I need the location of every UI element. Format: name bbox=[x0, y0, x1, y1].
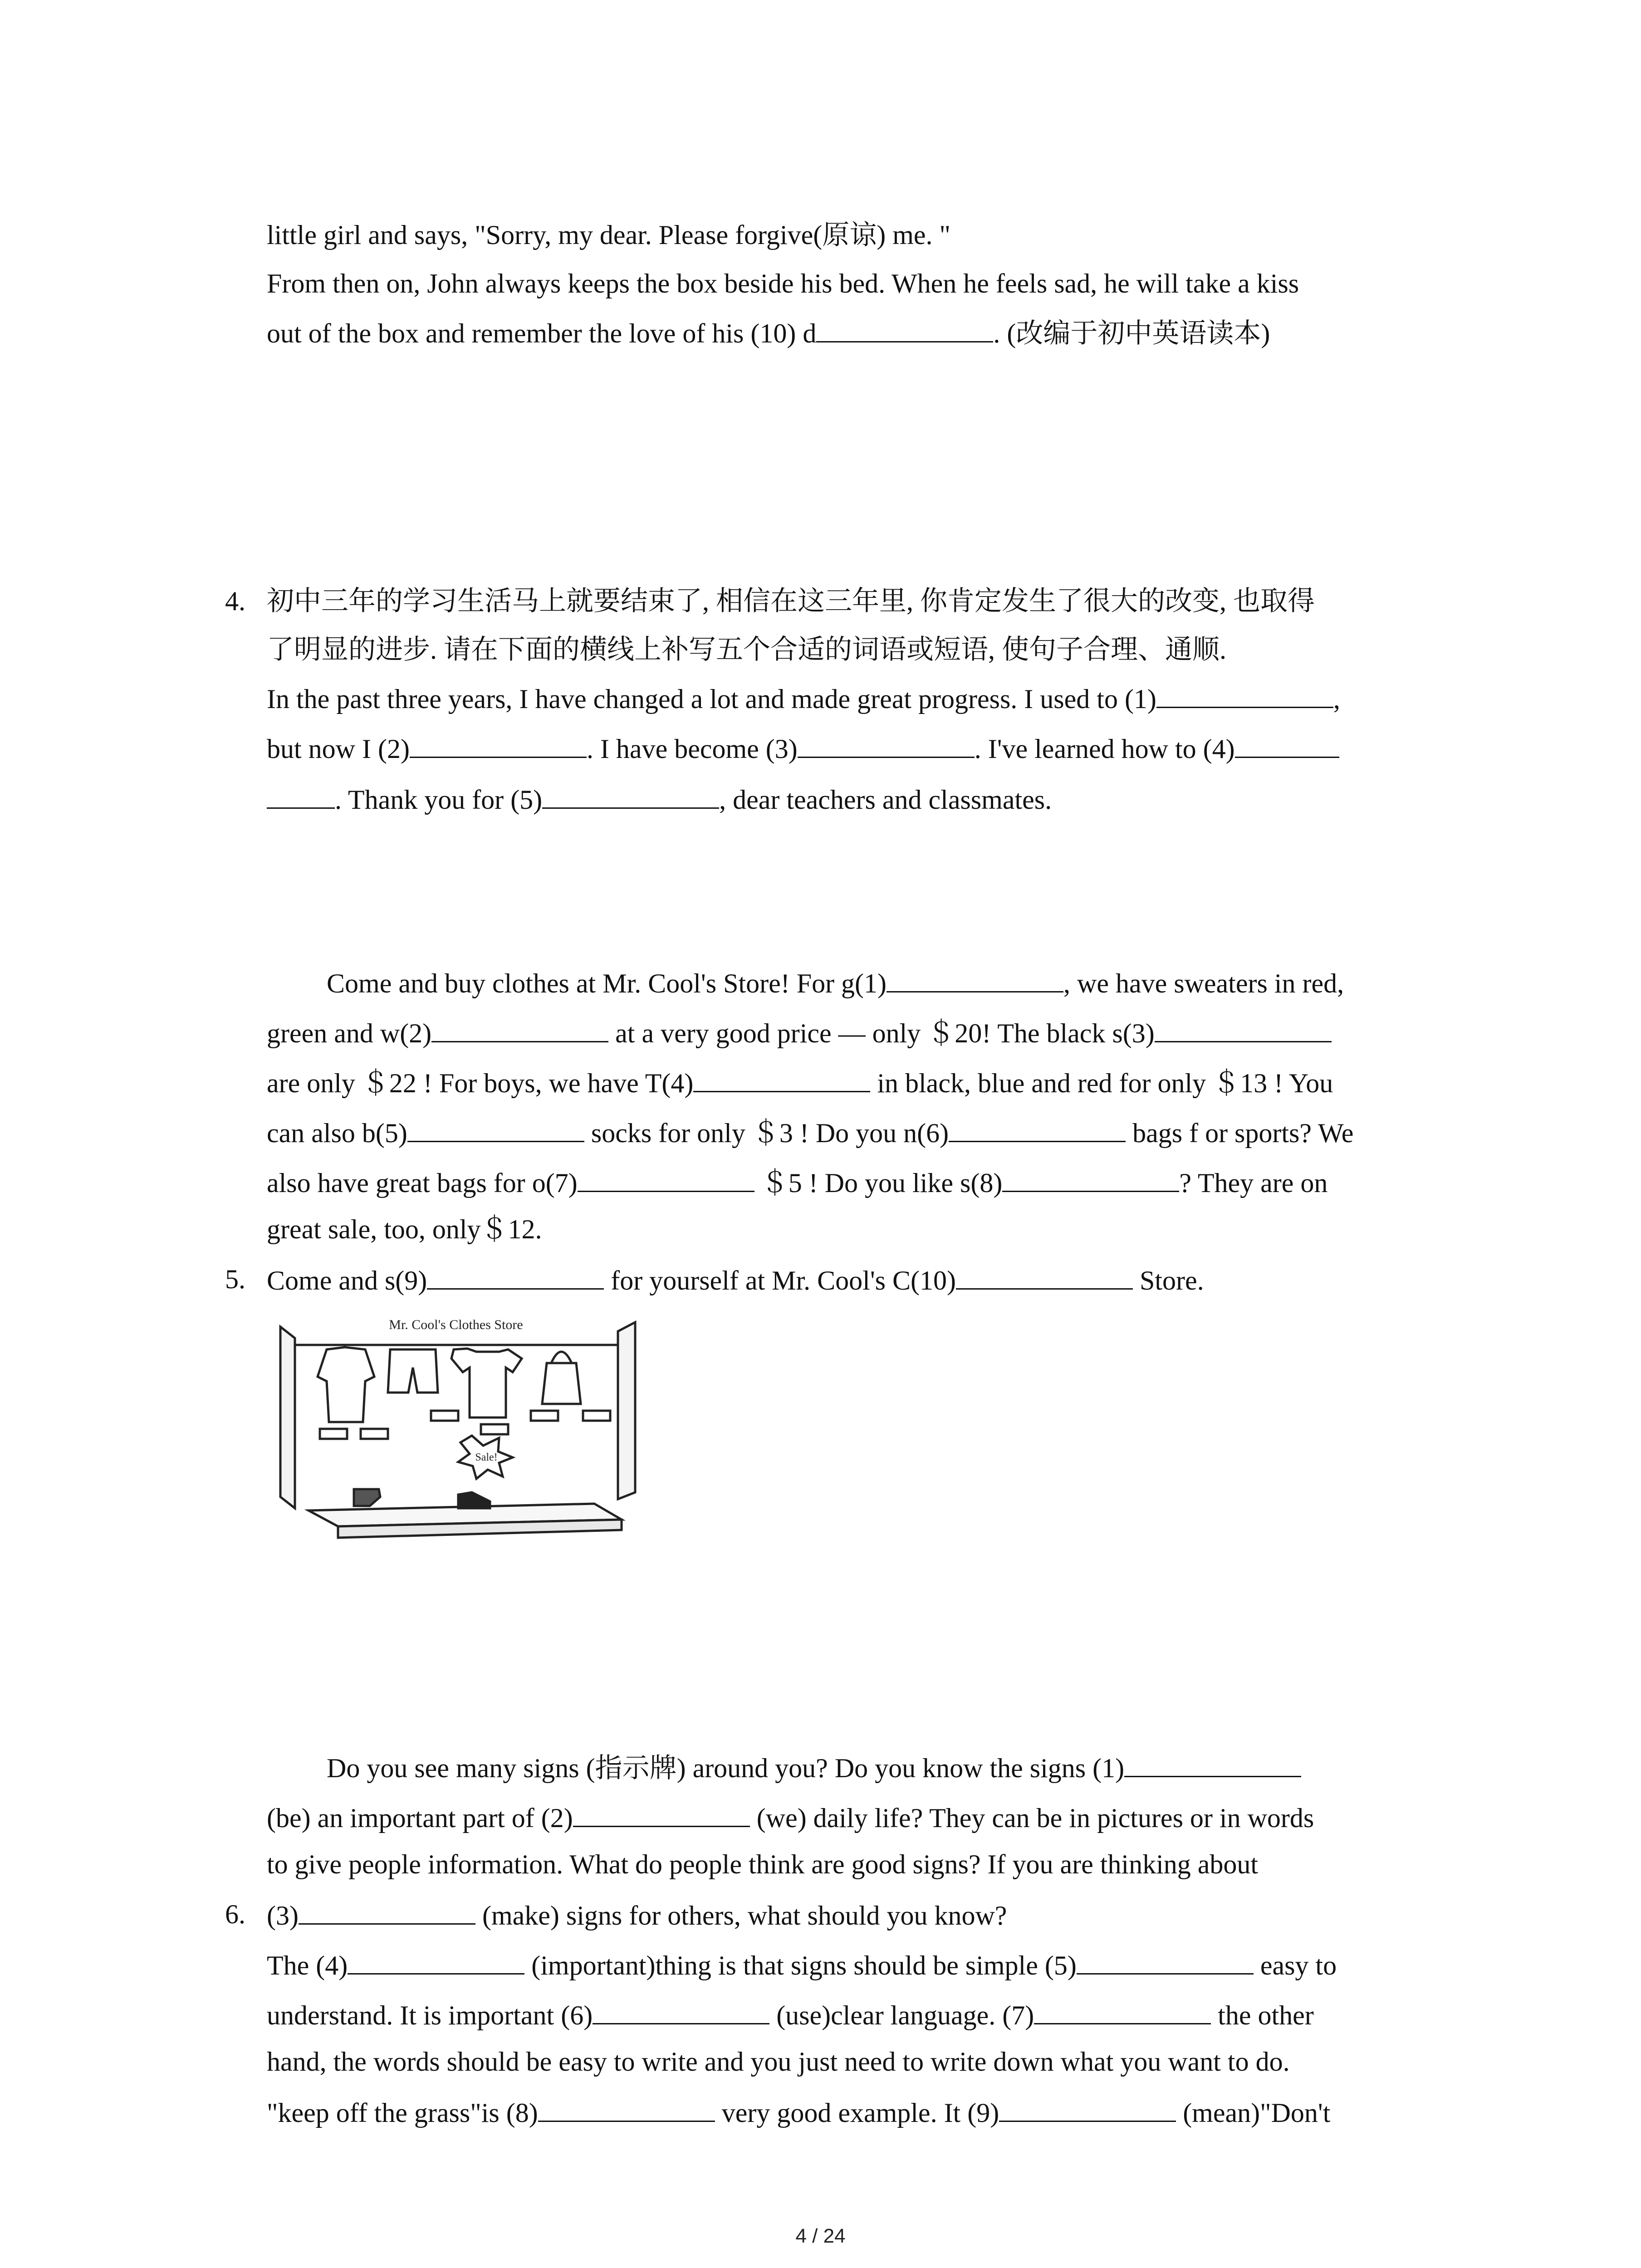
question-number: 4. bbox=[225, 586, 245, 616]
passage-line: In the past three years, I have changed a lot and made great progress. I used to (1) , bbox=[267, 679, 1340, 717]
story-line: From then on, John always keeps the box beside his bed. When he feels sad, he will take a kiss bbox=[267, 269, 1299, 298]
answer-blank[interactable] bbox=[798, 729, 975, 758]
passage-line: The (4) (important)thing is that signs should be simple (5) easy to bbox=[267, 1946, 1337, 1984]
answer-blank[interactable] bbox=[573, 1799, 750, 1827]
instruction-line: 初中三年的学习生活马上就要结束了, 相信在这三年里, 你肯定发生了很大的改变, 也取得 bbox=[267, 586, 1315, 616]
answer-blank[interactable] bbox=[1002, 1163, 1179, 1192]
question-number: 5. bbox=[225, 1264, 245, 1294]
answer-blank[interactable] bbox=[299, 1896, 475, 1925]
answer-blank[interactable] bbox=[593, 1996, 769, 2024]
passage-line: Come and s(9) for yourself at Mr. Cool's C(10) Store. bbox=[267, 1261, 1204, 1299]
answer-blank[interactable] bbox=[578, 1163, 754, 1192]
page-number: 4 / 24 bbox=[795, 2225, 846, 2247]
passage-line: (be) an important part of (2) (we) daily life? They can be in pictures or in words bbox=[267, 1799, 1314, 1836]
answer-blank[interactable] bbox=[348, 1946, 524, 1975]
answer-blank[interactable] bbox=[431, 1014, 608, 1042]
answer-blank[interactable] bbox=[999, 2093, 1176, 2122]
answer-blank[interactable] bbox=[542, 780, 719, 809]
passage-line: (3) (make) signs for others, what should you know? bbox=[267, 1896, 1007, 1934]
passage-line: hand, the words should be easy to write and you just need to write down what you want to do. bbox=[267, 2047, 1290, 2077]
passage-line: great sale, too, only＄12. bbox=[267, 1214, 542, 1244]
answer-blank[interactable] bbox=[949, 1114, 1126, 1142]
passage-line: are only ＄22 ! For boys, we have T(4) in black, blue and red for only ＄13 ! You bbox=[267, 1064, 1333, 1101]
passage-line: to give people information. What do people think are good signs? If you are thinking about bbox=[267, 1849, 1259, 1879]
answer-blank[interactable] bbox=[427, 1261, 604, 1290]
store-illustration bbox=[277, 1313, 676, 1545]
answer-blank[interactable] bbox=[1124, 1749, 1301, 1777]
answer-blank[interactable] bbox=[267, 780, 335, 809]
passage-line: understand. It is important (6) (use)clear language. (7) the other bbox=[267, 1996, 1314, 2033]
passage-line: "keep off the grass"is (8) very good example. It (9) (mean)"Don't bbox=[267, 2093, 1330, 2131]
answer-blank[interactable] bbox=[1155, 1014, 1332, 1042]
answer-blank[interactable] bbox=[410, 729, 587, 758]
figure-title: Mr. Cool's Clothes Store bbox=[389, 1317, 523, 1332]
sale-label: Sale! bbox=[475, 1452, 498, 1463]
answer-blank[interactable] bbox=[538, 2093, 715, 2122]
answer-blank[interactable] bbox=[1235, 729, 1339, 758]
passage-line: . Thank you for (5) , dear teachers and classmates. bbox=[267, 780, 1052, 818]
answer-blank[interactable] bbox=[1156, 679, 1333, 708]
answer-blank[interactable] bbox=[1034, 1996, 1211, 2024]
passage-line: also have great bags for o(7) ＄5 ! Do you like s(8) ? They are on bbox=[267, 1163, 1327, 1201]
answer-blank[interactable] bbox=[816, 314, 993, 342]
answer-blank[interactable] bbox=[956, 1261, 1133, 1290]
instruction-line: 了明显的进步. 请在下面的横线上补写五个合适的词语或短语, 使句子合理、通顺. bbox=[267, 635, 1226, 665]
answer-blank[interactable] bbox=[693, 1064, 870, 1092]
passage-line: but now I (2) . I have become (3) . I've learned how to (4) bbox=[267, 729, 1339, 767]
question-number: 6. bbox=[225, 1899, 245, 1929]
passage-line: green and w(2) at a very good price — only ＄20! The black s(3) bbox=[267, 1014, 1332, 1051]
answer-blank[interactable] bbox=[887, 964, 1063, 992]
answer-blank[interactable] bbox=[407, 1114, 584, 1142]
story-line: out of the box and remember the love of his (10) d . (改编于初中英语读本) bbox=[267, 314, 1270, 352]
passage-line: Do you see many signs (指示牌) around you? Do you know the signs (1) bbox=[327, 1749, 1301, 1786]
story-line: little girl and says, "Sorry, my dear. Please forgive(原谅) me. " bbox=[267, 220, 951, 250]
passage-line: can also b(5) socks for only ＄3 ! Do you n(6) bags f or sports? We bbox=[267, 1114, 1353, 1151]
answer-blank[interactable] bbox=[1077, 1946, 1254, 1975]
passage-line: Come and buy clothes at Mr. Cool's Store! For g(1) , we have sweaters in red, bbox=[327, 964, 1344, 1002]
